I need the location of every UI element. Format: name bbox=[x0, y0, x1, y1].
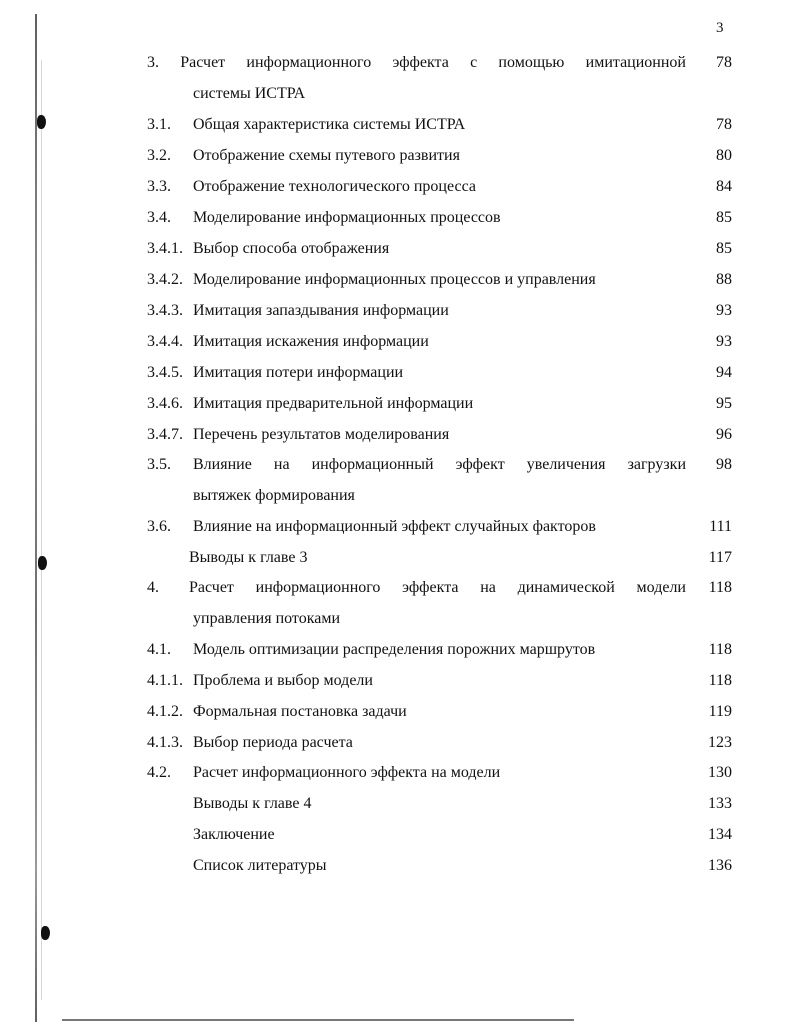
toc-entry-page: 96 bbox=[716, 426, 732, 443]
toc-entry-page: 84 bbox=[716, 178, 732, 195]
toc-entry-page: 94 bbox=[716, 364, 732, 381]
toc-entry-number: 3.4.3. bbox=[147, 302, 183, 319]
toc-entry bbox=[0, 853, 795, 879]
toc-entry-number: 3.6. bbox=[147, 518, 171, 535]
toc-entry bbox=[0, 699, 795, 725]
toc-entry-title: Список литературы bbox=[193, 857, 327, 874]
toc-entry bbox=[0, 422, 795, 448]
toc-entry-title: Выводы к главе 4 bbox=[193, 795, 312, 812]
toc-entry-page: 85 bbox=[716, 240, 732, 257]
toc-entry-page: 136 bbox=[708, 857, 732, 874]
toc-entry-title: Влияние на информационный эффект увеличения загрузки bbox=[193, 456, 686, 473]
toc-entry-number: 4.1.1. bbox=[147, 672, 183, 689]
toc-entry-page: 88 bbox=[716, 271, 732, 288]
toc-entry-page: 134 bbox=[708, 826, 732, 843]
toc-entry-title: Имитация предварительной информации bbox=[193, 395, 474, 412]
toc-entry-title: Выводы к главе 3 bbox=[189, 549, 308, 566]
toc-entry-title: Влияние на информационный эффект случайных факторов bbox=[193, 518, 596, 535]
toc-entry-title: 3. Расчет информационного эффекта с помощью имитационной bbox=[147, 54, 686, 71]
toc-entry-page: 98 bbox=[716, 456, 732, 473]
toc-entry-number: 3.4.7. bbox=[147, 426, 183, 443]
toc-entry bbox=[0, 545, 795, 571]
toc-entry-title: Расчет информационного эффекта на динамической модели bbox=[189, 579, 686, 596]
toc-entry-page: 119 bbox=[708, 703, 732, 720]
toc-entry bbox=[0, 298, 795, 324]
toc-entry-title: Расчет информационного эффекта на модели bbox=[193, 764, 501, 781]
toc-entry-page: 93 bbox=[716, 302, 732, 319]
toc-entry-number: 4.1.3. bbox=[147, 734, 183, 751]
toc-entry-page: 111 bbox=[709, 518, 732, 535]
page-number: 3 bbox=[716, 20, 724, 36]
toc-entry bbox=[0, 205, 795, 231]
toc-entry bbox=[0, 822, 795, 848]
toc-entry-title: Отображение схемы путевого развития bbox=[193, 147, 460, 164]
toc-entry-number: 4.1. bbox=[147, 641, 171, 658]
toc-entry-page: 78 bbox=[716, 54, 732, 71]
toc-entry-title: Перечень результатов моделирования bbox=[193, 426, 450, 443]
toc-entry-title: Модель оптимизации распределения порожних маршрутов bbox=[193, 641, 596, 658]
toc-entry-title: Выбор периода расчета bbox=[193, 734, 353, 751]
toc-entry bbox=[0, 50, 795, 76]
toc-entry-title: Моделирование информационных процессов и управления bbox=[193, 271, 596, 288]
toc-entry bbox=[0, 452, 795, 478]
toc-entry-page: 133 bbox=[708, 795, 732, 812]
toc-entry-page: 95 bbox=[716, 395, 732, 412]
toc-entry-page: 85 bbox=[716, 209, 732, 226]
toc-entry-title: Моделирование информационных процессов bbox=[193, 209, 501, 226]
toc-entry bbox=[0, 236, 795, 262]
toc-entry bbox=[0, 143, 795, 169]
toc-entry-number: 3.5. bbox=[147, 456, 171, 473]
toc-entry-title: Проблема и выбор модели bbox=[193, 672, 373, 689]
toc-entry bbox=[0, 329, 795, 355]
toc-entry-title: Имитация искажения информации bbox=[193, 333, 429, 350]
toc-entry-page: 80 bbox=[716, 147, 732, 164]
toc-entry bbox=[0, 514, 795, 540]
toc-entry-page: 118 bbox=[708, 579, 732, 596]
toc-entry bbox=[0, 730, 795, 756]
toc-entry-number: 3.1. bbox=[147, 116, 171, 133]
toc-entry-page: 118 bbox=[708, 641, 732, 658]
toc-entry-page: 117 bbox=[708, 549, 732, 566]
toc-entry-title-continuation: управления потоками bbox=[193, 610, 341, 627]
toc-entry-number: 3.4.2. bbox=[147, 271, 183, 288]
toc-entry bbox=[0, 668, 795, 694]
toc-entry-number: 3.4.1. bbox=[147, 240, 183, 257]
toc-entry-title-continuation: системы ИСТРА bbox=[193, 85, 306, 102]
toc-entry-number: 3.3. bbox=[147, 178, 171, 195]
toc-entry bbox=[0, 575, 795, 601]
toc-entry-page: 78 bbox=[716, 116, 732, 133]
toc-entry bbox=[0, 360, 795, 386]
toc-entry-title: Заключение bbox=[193, 826, 275, 843]
toc-entry-title: Имитация запаздывания информации bbox=[193, 302, 449, 319]
toc-entry-number: 4. bbox=[147, 579, 159, 596]
toc-entry bbox=[0, 791, 795, 817]
toc-entry bbox=[0, 112, 795, 138]
toc-entry-number: 4.2. bbox=[147, 764, 171, 781]
toc-entry-title: Общая характеристика системы ИСТРА bbox=[193, 116, 466, 133]
toc-entry-number: 3.4.6. bbox=[147, 395, 183, 412]
toc-entry bbox=[0, 391, 795, 417]
toc-entry-number: 3.4. bbox=[147, 209, 171, 226]
toc-entry-number: 3.4.4. bbox=[147, 333, 183, 350]
toc-entry bbox=[0, 267, 795, 293]
toc-entry-title-continuation: вытяжек формирования bbox=[193, 487, 355, 504]
toc-entry-title: Отображение технологического процесса bbox=[193, 178, 476, 195]
toc-entry-number: 3.2. bbox=[147, 147, 171, 164]
toc-entry bbox=[0, 174, 795, 200]
toc-entry-page: 118 bbox=[708, 672, 732, 689]
toc-entry-page: 93 bbox=[716, 333, 732, 350]
toc-entry-number: 4.1.2. bbox=[147, 703, 183, 720]
toc-entry-page: 130 bbox=[708, 764, 732, 781]
toc-entry-title: Выбор способа отображения bbox=[193, 240, 390, 257]
toc-entry-title: Имитация потери информации bbox=[193, 364, 404, 381]
toc-entry bbox=[0, 760, 795, 786]
toc-entry-page: 123 bbox=[708, 734, 732, 751]
toc-entry-number: 3.4.5. bbox=[147, 364, 183, 381]
toc-entry bbox=[0, 637, 795, 663]
toc-entry-title: Формальная постановка задачи bbox=[193, 703, 407, 720]
